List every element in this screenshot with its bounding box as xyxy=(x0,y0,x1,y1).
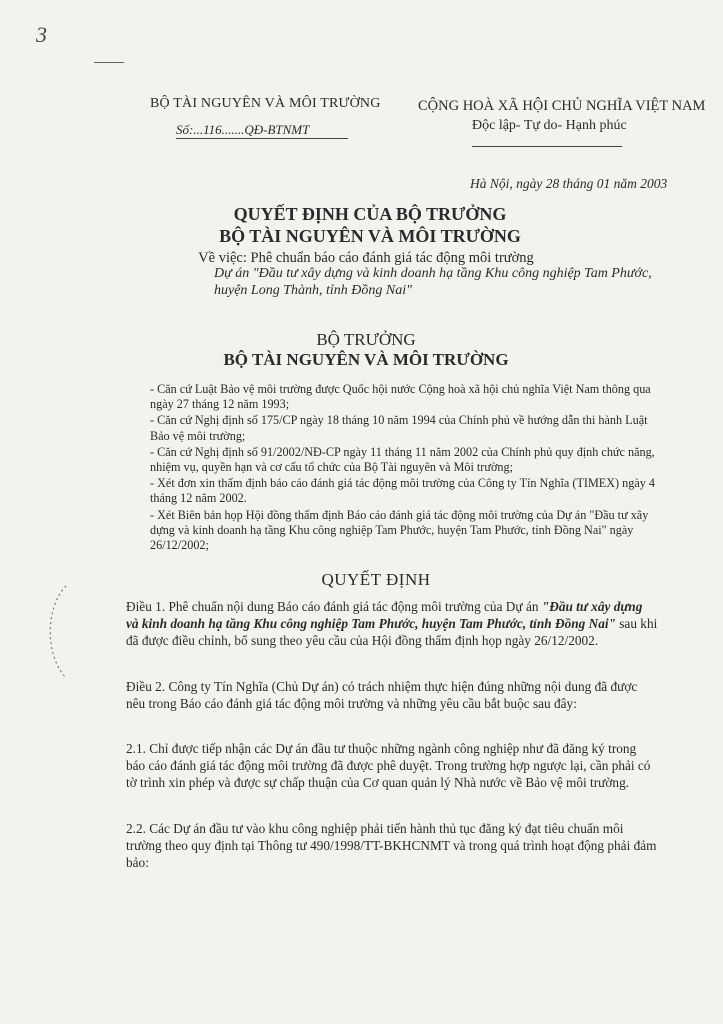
partial-seal-mark xyxy=(40,584,70,680)
margin-mark xyxy=(94,62,124,63)
decision-title-line2: BỘ TÀI NGUYÊN VÀ MÔI TRƯỜNG xyxy=(219,226,521,246)
legal-basis-list xyxy=(150,382,660,554)
document-date: Hà Nội, ngày 28 tháng 01 năm 2003 xyxy=(470,176,668,191)
divider xyxy=(472,146,622,147)
national-title: CỘNG HOÀ XÃ HỘI CHỦ NGHĨA VIỆT NAM xyxy=(418,98,706,114)
article-2: Điều 2. Công ty Tín Nghĩa (Chủ Dự án) có trách nhiệm thực hiện đúng những nội dung đã được nêu trong Báo cáo đánh giá tác động môi trường và những yêu cầu bắt buộc sau đây: xyxy=(126,679,638,711)
legal-basis-item: - Xét đơn xin thẩm định báo cáo đánh giá tác động môi trường của Công ty Tín Nghĩa (TIMEX) ngày 4 tháng 12 năm 2002. xyxy=(150,476,655,506)
decision-heading: QUYẾT ĐỊNH xyxy=(321,570,431,589)
decision-title-line1: QUYẾT ĐỊNH CỦA BỘ TRƯỞNG xyxy=(233,204,507,224)
article-1-project: "Đầu tư xây dựng và kinh doanh hạ tầng Khu công nghiệp Tam Phước, huyện Tam Phước, tỉnh Đồng Nai" xyxy=(126,599,643,631)
legal-basis-item: - Xét Biên bản họp Hội đồng thẩm định Báo cáo đánh giá tác động môi trường của Dự án "Đầu tư xây dựng và kinh doanh hạ tầng Khu công nghiệp Tam Phước, huyện Tam Phước, tỉnh Đồng Nai" ngày 26/12/2002; xyxy=(150,507,649,553)
article-1-tail: sau khi đã được điều chỉnh, bổ sung theo yêu cầu của Hội đồng thẩm định họp ngày 26/12/2002. xyxy=(126,616,658,648)
national-motto: Độc lập- Tự do- Hạnh phúc xyxy=(472,118,627,133)
article-1 xyxy=(126,598,658,649)
authority-title-line1: BỘ TRƯỞNG xyxy=(316,330,416,349)
legal-basis-item: - Căn cứ Luật Bảo vệ môi trường được Quốc hội nước Cộng hoà xã hội chủ nghĩa Việt Nam thông qua ngày 27 tháng 12 năm 1993; xyxy=(150,382,651,412)
legal-basis-item: - Căn cứ Nghị định số 175/CP ngày 18 tháng 10 năm 1994 của Chính phủ về hướng dẫn thi hành Luật Bảo vệ môi trường; xyxy=(150,413,648,443)
document-number: Số:...116.......QĐ-BTNMT xyxy=(176,122,310,137)
item-2-2: 2.2. Các Dự án đầu tư vào khu công nghiệp phải tiến hành thủ tục đăng ký đạt tiêu chuẩn môi trường theo quy định tại Thông tư 490/1998/TT-BKHCNMT và trong quá trình hoạt động phải đảm bảo: xyxy=(126,821,657,870)
legal-basis-item: - Căn cứ Nghị định số 91/2002/NĐ-CP ngày 11 tháng 11 năm 2002 của Chính phủ quy định chức năng, nhiệm vụ, quyền hạn và cơ cấu tổ chức của Bộ Tài nguyên và Môi trường; xyxy=(150,444,655,475)
item-2-1: 2.1. Chỉ được tiếp nhận các Dự án đầu tư thuộc những ngành công nghiệp như đã đăng ký trong báo cáo đánh giá tác động môi trường đã được phê duyệt. Trong trường hợp ngược lại, cần phải có tờ trình xin phép và được sự chấp thuận của Cơ quan quản lý Nhà nước về Bảo vệ môi trường. xyxy=(126,741,651,790)
article-1-lead: Điều 1. Phê chuẩn nội dung Báo cáo đánh giá tác động môi trường của Dự án xyxy=(126,599,542,614)
divider xyxy=(176,138,348,139)
decision-subject: Về việc: Phê chuẩn báo cáo đánh giá tác động môi trường xyxy=(198,250,534,266)
authority-title-line2: BỘ TÀI NGUYÊN VÀ MÔI TRƯỜNG xyxy=(223,350,509,369)
issuing-ministry: BỘ TÀI NGUYÊN VÀ MÔI TRƯỜNG xyxy=(150,96,381,111)
project-name: Dự án "Đầu tư xây dựng và kinh doanh hạ tầng Khu công nghiệp Tam Phước, huyện Long Thành, tỉnh Đồng Nai" xyxy=(214,266,652,298)
handwritten-page-number: 3 xyxy=(36,22,47,47)
